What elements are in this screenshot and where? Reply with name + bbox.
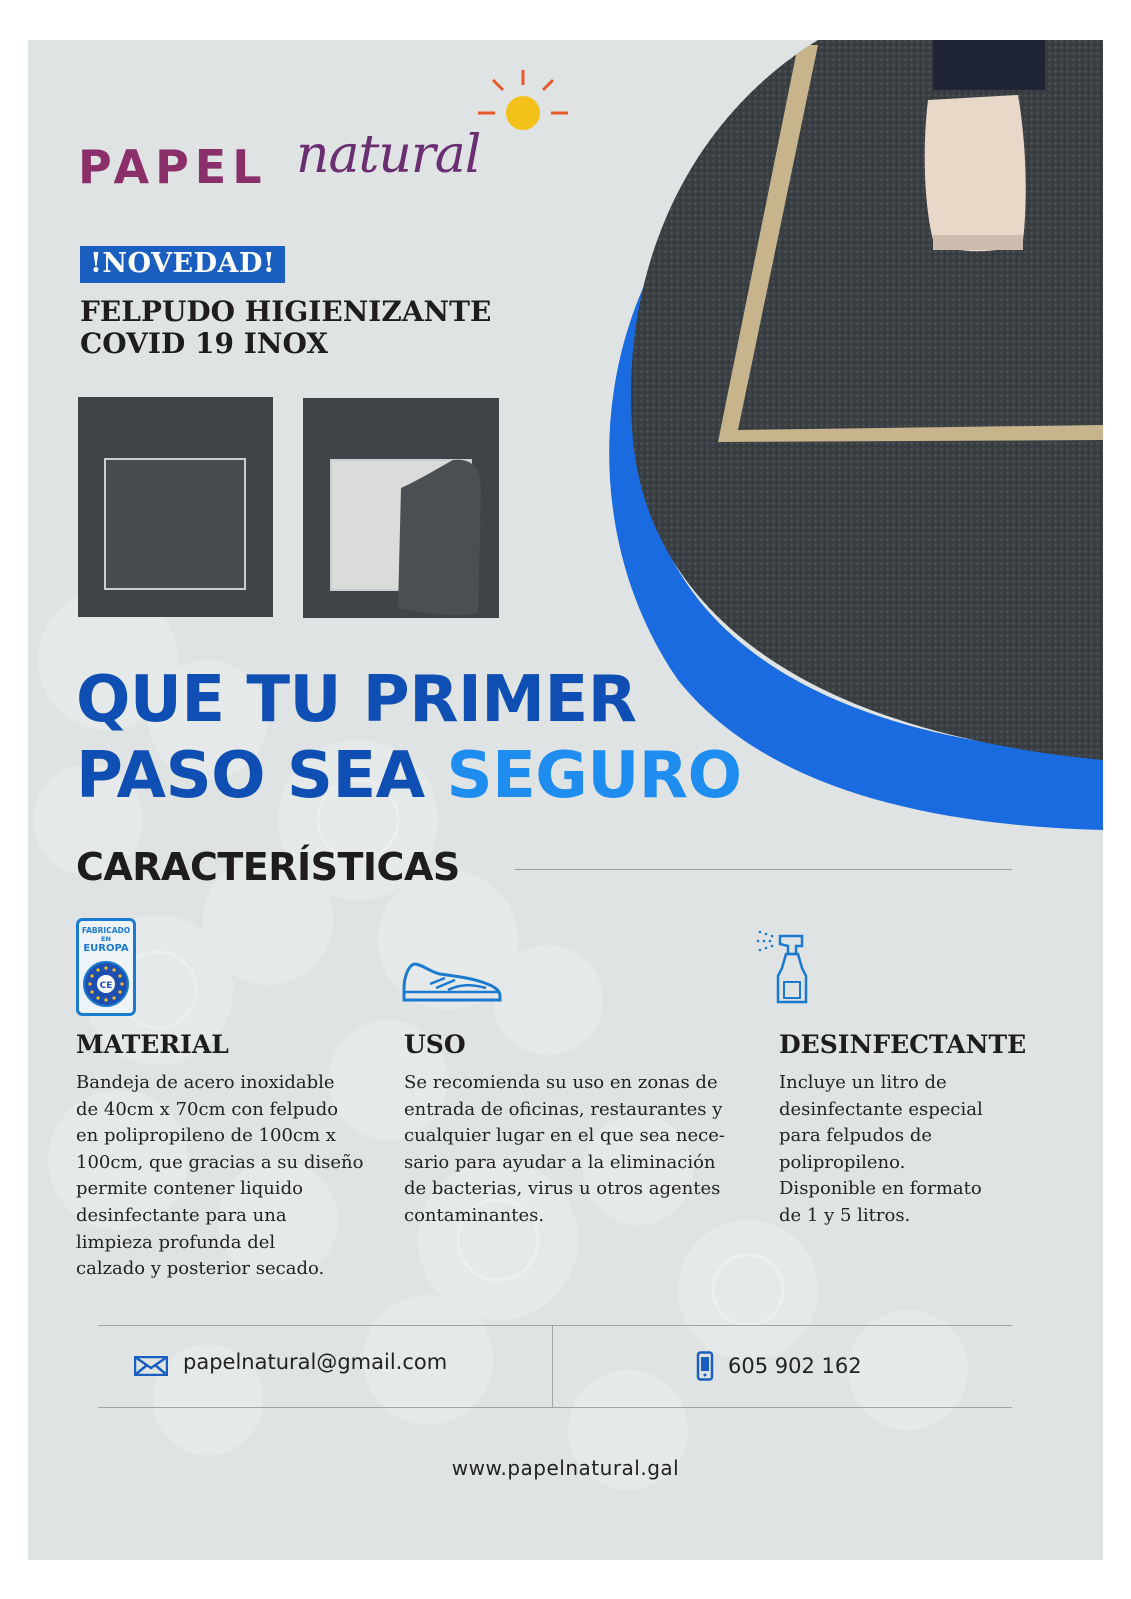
phone-icon [696, 1351, 714, 1381]
headline-accent: SEGURO [446, 739, 742, 813]
feature-line: contaminantes. [404, 1204, 545, 1226]
headline-line-1: QUE TU PRIMER [76, 663, 637, 737]
feature-line: desinfectante especial [779, 1098, 983, 1120]
contact-email[interactable]: papelnatural@gmail.com [183, 1350, 448, 1374]
envelope-icon [134, 1356, 168, 1376]
feature-line: limpieza profunda del [76, 1231, 276, 1253]
feature-body-desinfectante [779, 1070, 1019, 1230]
feature-line: de 40cm x 70cm con felpudo [76, 1098, 339, 1120]
main-headline [76, 662, 741, 814]
contact-divider-vertical [552, 1325, 553, 1407]
eu-badge-text: FABRICADO [81, 926, 131, 935]
novedad-badge: !NOVEDAD! [80, 246, 285, 283]
feature-line: de bacterias, virus u otros agentes [404, 1178, 721, 1200]
logo-text-natural: natural [296, 125, 481, 185]
feature-line: 100cm, que gracias a su diseño [76, 1151, 364, 1173]
spray-bottle-icon [752, 930, 812, 1006]
feature-line: permite contener liquido [76, 1178, 303, 1200]
feature-line: de 1 y 5 litros. [779, 1204, 911, 1226]
product-title [80, 296, 600, 360]
feature-title-material: MATERIAL [76, 1030, 229, 1059]
contact-phone[interactable]: 605 902 162 [728, 1354, 862, 1378]
headline-line-2-start: PASO SEA [76, 739, 447, 813]
mat-image-closed [78, 397, 273, 617]
eu-ce-badge-icon [76, 918, 136, 1016]
feature-line: Incluye un litro de [779, 1072, 947, 1093]
feature-line: para felpudos de [779, 1125, 932, 1147]
sun-icon [473, 65, 573, 145]
feature-line: Disponible en formato [779, 1178, 982, 1200]
feature-body-material [76, 1070, 376, 1283]
product-title-line: COVID 19 INOX [80, 327, 329, 360]
mat-image-open [303, 398, 499, 618]
feature-line: desinfectante para una [76, 1204, 287, 1226]
feature-line: cualquier lugar en el que sea nece- [404, 1125, 725, 1147]
flyer-sheet [28, 40, 1103, 1560]
eu-badge-text: EUROPA [83, 943, 129, 954]
feature-title-uso: USO [404, 1030, 466, 1059]
sneaker-icon [400, 958, 504, 1006]
feature-body-uso [404, 1070, 744, 1230]
feature-line: en polipropileno de 100cm x [76, 1125, 336, 1147]
brand-logo [78, 65, 578, 194]
svg-text:CE: CE [99, 981, 113, 991]
eu-badge-text: EN [101, 935, 111, 943]
feature-line: Bandeja de acero inoxidable [76, 1072, 335, 1093]
headline-line-2 [76, 738, 741, 814]
contact-top-divider [98, 1325, 1012, 1326]
feature-line: sario para ayudar a la eliminación [404, 1151, 716, 1173]
feature-line: Se recomienda su uso en zonas de [404, 1072, 718, 1093]
product-title-line: FELPUDO HIGIENIZANTE [80, 295, 492, 328]
contact-bottom-divider [98, 1407, 1012, 1408]
section-title: CARACTERÍSTICAS [76, 845, 460, 889]
feature-line: calzado y posterior secado. [76, 1258, 325, 1280]
section-divider [515, 869, 1012, 870]
feature-title-desinfectante: DESINFECTANTE [779, 1030, 1027, 1059]
website-link[interactable]: www.papelnatural.gal [451, 1456, 680, 1480]
feature-line: entrada de oficinas, restaurantes y [404, 1098, 723, 1120]
logo-text-papel: PAPEL [78, 140, 268, 194]
feature-line: polipropileno. [779, 1151, 906, 1173]
